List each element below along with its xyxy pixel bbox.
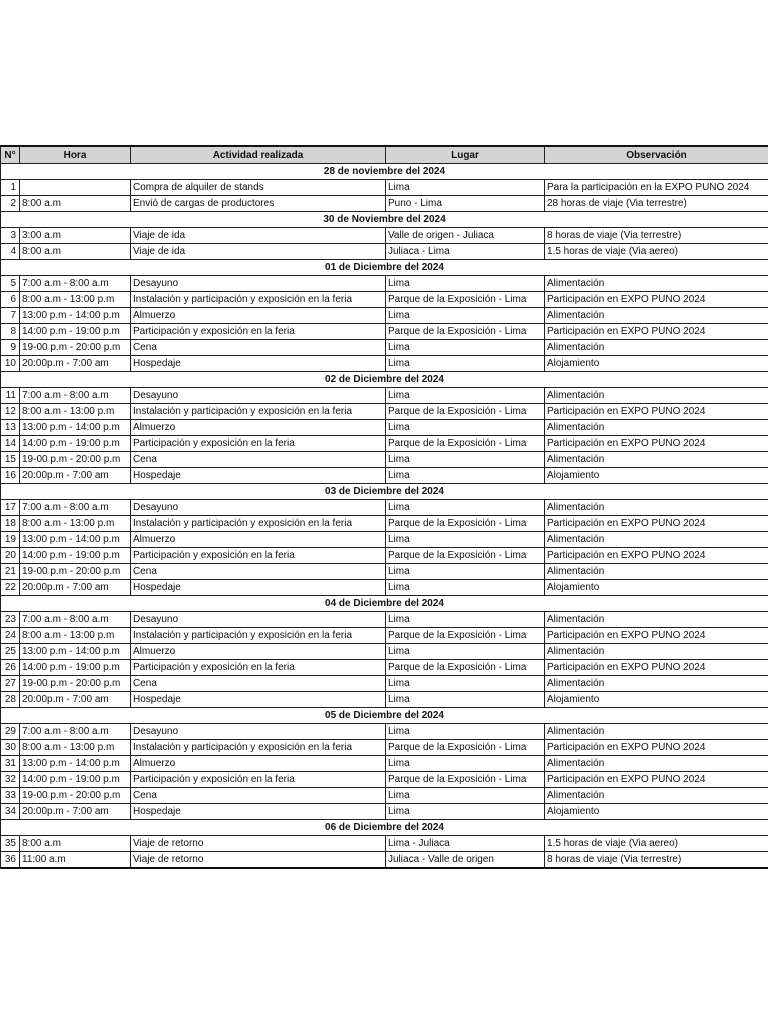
cell-number: 10 (1, 356, 20, 372)
cell-observation: Alimentación (545, 452, 768, 468)
table-row (1, 548, 768, 564)
cell-observation: Alimentación (545, 676, 768, 692)
cell-place: Juliaca - Valle de origen (386, 852, 545, 869)
table-row (1, 500, 768, 516)
cell-time: 13:00 p.m - 14:00 p.m (20, 644, 131, 660)
table-row (1, 276, 768, 292)
cell-observation: Alimentación (545, 276, 768, 292)
cell-activity: Participación y exposición en la feria (131, 660, 386, 676)
cell-observation: Participación en EXPO PUNO 2024 (545, 292, 768, 308)
cell-number: 4 (1, 244, 20, 260)
cell-time: 19-00 p.m - 20:00 p.m (20, 452, 131, 468)
cell-activity: Instalación y participación y exposición en la feria (131, 292, 386, 308)
table-row (1, 564, 768, 580)
table-row (1, 404, 768, 420)
cell-time: 20:00p.m - 7:00 am (20, 804, 131, 820)
cell-observation: Participación en EXPO PUNO 2024 (545, 628, 768, 644)
cell-observation: Alojamiento (545, 804, 768, 820)
cell-number: 19 (1, 532, 20, 548)
cell-place: Lima (386, 788, 545, 804)
cell-activity: Desayuno (131, 612, 386, 628)
cell-observation: Alojamiento (545, 692, 768, 708)
cell-place: Parque de la Exposición - Lima (386, 404, 545, 420)
cell-number: 23 (1, 612, 20, 628)
cell-activity: Viaje de ida (131, 244, 386, 260)
cell-time: 14:00 p.m - 19:00 p.m (20, 436, 131, 452)
cell-observation: Alimentación (545, 340, 768, 356)
cell-activity: Desayuno (131, 500, 386, 516)
table-row (1, 692, 768, 708)
cell-time: 19-00 p.m - 20:00 p.m (20, 340, 131, 356)
cell-activity: Hospedaje (131, 692, 386, 708)
cell-activity: Viaje de retorno (131, 836, 386, 852)
itinerary-sheet (0, 145, 768, 869)
date-heading: 30 de Noviembre del 2024 (1, 212, 768, 228)
cell-observation: Alimentación (545, 788, 768, 804)
cell-time: 19-00 p.m - 20:00 p.m (20, 564, 131, 580)
date-header-row (1, 596, 768, 612)
cell-number: 2 (1, 196, 20, 212)
date-header-row (1, 820, 768, 836)
cell-place: Lima (386, 388, 545, 404)
date-header-row (1, 708, 768, 724)
table-row (1, 516, 768, 532)
cell-number: 31 (1, 756, 20, 772)
cell-time: 8:00 a.m - 13:00 p.m (20, 628, 131, 644)
cell-time: 13:00 p.m - 14:00 p.m (20, 756, 131, 772)
cell-observation: Para la participación en la EXPO PUNO 2024 (545, 180, 768, 196)
cell-time: 19-00 p.m - 20:00 p.m (20, 676, 131, 692)
cell-place: Parque de la Exposición - Lima (386, 740, 545, 756)
cell-number: 26 (1, 660, 20, 676)
cell-place: Lima (386, 692, 545, 708)
cell-activity: Participación y exposición en la feria (131, 772, 386, 788)
cell-place: Parque de la Exposición - Lima (386, 548, 545, 564)
cell-activity: Compra de alquiler de stands (131, 180, 386, 196)
cell-activity: Desayuno (131, 724, 386, 740)
cell-place: Lima (386, 644, 545, 660)
cell-time: 7:00 a.m - 8:00 a.m (20, 388, 131, 404)
cell-number: 9 (1, 340, 20, 356)
cell-observation: Alojamiento (545, 356, 768, 372)
table-row (1, 468, 768, 484)
date-heading: 05 de Diciembre del 2024 (1, 708, 768, 724)
cell-activity: Cena (131, 564, 386, 580)
cell-number: 3 (1, 228, 20, 244)
header-place: Lugar (386, 146, 545, 164)
cell-time: 8:00 a.m (20, 196, 131, 212)
cell-observation: Participación en EXPO PUNO 2024 (545, 436, 768, 452)
date-heading: 02 de Diciembre del 2024 (1, 372, 768, 388)
cell-observation: Participación en EXPO PUNO 2024 (545, 772, 768, 788)
cell-number: 25 (1, 644, 20, 660)
cell-time: 14:00 p.m - 19:00 p.m (20, 548, 131, 564)
cell-observation: Alimentación (545, 564, 768, 580)
cell-place: Parque de la Exposición - Lima (386, 292, 545, 308)
table-row (1, 388, 768, 404)
cell-place: Lima (386, 532, 545, 548)
cell-time: 7:00 a.m - 8:00 a.m (20, 724, 131, 740)
date-header-row (1, 484, 768, 500)
table-row (1, 756, 768, 772)
cell-time (20, 180, 131, 196)
cell-number: 28 (1, 692, 20, 708)
cell-activity: Almuerzo (131, 756, 386, 772)
table-row (1, 420, 768, 436)
cell-observation: Alimentación (545, 724, 768, 740)
cell-place: Lima (386, 756, 545, 772)
cell-place: Lima (386, 724, 545, 740)
date-heading: 01 de Diciembre del 2024 (1, 260, 768, 276)
table-row (1, 740, 768, 756)
cell-time: 20:00p.m - 7:00 am (20, 468, 131, 484)
date-header-row (1, 164, 768, 180)
cell-activity: Envió de cargas de productores (131, 196, 386, 212)
cell-time: 14:00 p.m - 19:00 p.m (20, 660, 131, 676)
cell-activity: Almuerzo (131, 420, 386, 436)
cell-number: 14 (1, 436, 20, 452)
cell-observation: Alimentación (545, 420, 768, 436)
cell-time: 14:00 p.m - 19:00 p.m (20, 772, 131, 788)
cell-time: 8:00 a.m - 13:00 p.m (20, 292, 131, 308)
cell-place: Parque de la Exposición - Lima (386, 660, 545, 676)
table-row (1, 324, 768, 340)
cell-number: 18 (1, 516, 20, 532)
cell-place: Lima (386, 340, 545, 356)
cell-place: Lima (386, 580, 545, 596)
table-row (1, 660, 768, 676)
cell-time: 20:00p.m - 7:00 am (20, 692, 131, 708)
date-heading: 03 de Diciembre del 2024 (1, 484, 768, 500)
cell-activity: Hospedaje (131, 468, 386, 484)
cell-number: 32 (1, 772, 20, 788)
cell-place: Valle de origen - Juliaca (386, 228, 545, 244)
table-row (1, 340, 768, 356)
cell-activity: Almuerzo (131, 308, 386, 324)
table-row (1, 180, 768, 196)
cell-activity: Almuerzo (131, 644, 386, 660)
table-row (1, 356, 768, 372)
cell-time: 8:00 a.m - 13:00 p.m (20, 516, 131, 532)
table-row (1, 772, 768, 788)
cell-observation: Participación en EXPO PUNO 2024 (545, 324, 768, 340)
date-header-row (1, 372, 768, 388)
cell-number: 6 (1, 292, 20, 308)
cell-time: 13:00 p.m - 14:00 p.m (20, 420, 131, 436)
table-row (1, 612, 768, 628)
table-row (1, 196, 768, 212)
cell-time: 8:00 a.m (20, 836, 131, 852)
cell-observation: Participación en EXPO PUNO 2024 (545, 660, 768, 676)
cell-number: 27 (1, 676, 20, 692)
cell-observation: Alimentación (545, 388, 768, 404)
cell-activity: Viaje de ida (131, 228, 386, 244)
cell-activity: Instalación y participación y exposición en la feria (131, 740, 386, 756)
cell-number: 15 (1, 452, 20, 468)
cell-activity: Cena (131, 452, 386, 468)
itinerary-table (0, 145, 768, 869)
cell-observation: 1.5 horas de viaje (Via aereo) (545, 836, 768, 852)
table-row (1, 244, 768, 260)
cell-time: 7:00 a.m - 8:00 a.m (20, 500, 131, 516)
header-row (1, 146, 768, 164)
cell-observation: Alimentación (545, 500, 768, 516)
header-activity: Actividad realizada (131, 146, 386, 164)
table-body (1, 164, 768, 869)
cell-time: 14:00 p.m - 19:00 p.m (20, 324, 131, 340)
table-row (1, 532, 768, 548)
cell-number: 17 (1, 500, 20, 516)
header-observation: Observación (545, 146, 768, 164)
cell-number: 5 (1, 276, 20, 292)
cell-observation: Participación en EXPO PUNO 2024 (545, 740, 768, 756)
cell-time: 8:00 a.m - 13:00 p.m (20, 740, 131, 756)
table-row (1, 228, 768, 244)
cell-place: Lima (386, 468, 545, 484)
cell-activity: Hospedaje (131, 804, 386, 820)
cell-activity: Hospedaje (131, 580, 386, 596)
header-number: N° (1, 146, 20, 164)
date-header-row (1, 212, 768, 228)
cell-activity: Participación y exposición en la feria (131, 436, 386, 452)
cell-place: Lima (386, 180, 545, 196)
cell-number: 33 (1, 788, 20, 804)
cell-number: 20 (1, 548, 20, 564)
date-heading: 04 de Diciembre del 2024 (1, 596, 768, 612)
cell-place: Parque de la Exposición - Lima (386, 324, 545, 340)
cell-number: 8 (1, 324, 20, 340)
cell-observation: Participación en EXPO PUNO 2024 (545, 548, 768, 564)
cell-activity: Participación y exposición en la feria (131, 324, 386, 340)
table-row (1, 628, 768, 644)
table-row (1, 724, 768, 740)
cell-time: 19-00 p.m - 20:00 p.m (20, 788, 131, 804)
cell-observation: Participación en EXPO PUNO 2024 (545, 516, 768, 532)
cell-place: Lima (386, 308, 545, 324)
cell-observation: 28 horas de viaje (Via terrestre) (545, 196, 768, 212)
cell-observation: Alimentación (545, 612, 768, 628)
cell-place: Parque de la Exposición - Lima (386, 628, 545, 644)
cell-place: Lima (386, 276, 545, 292)
cell-activity: Instalación y participación y exposición en la feria (131, 628, 386, 644)
cell-place: Lima (386, 420, 545, 436)
cell-place: Parque de la Exposición - Lima (386, 436, 545, 452)
cell-time: 20:00p.m - 7:00 am (20, 356, 131, 372)
table-row (1, 788, 768, 804)
cell-time: 7:00 a.m - 8:00 a.m (20, 276, 131, 292)
table-row (1, 292, 768, 308)
cell-observation: Alimentación (545, 532, 768, 548)
cell-activity: Instalación y participación y exposición en la feria (131, 404, 386, 420)
cell-number: 13 (1, 420, 20, 436)
cell-time: 3:00 a.m (20, 228, 131, 244)
cell-activity: Hospedaje (131, 356, 386, 372)
cell-number: 22 (1, 580, 20, 596)
cell-number: 16 (1, 468, 20, 484)
cell-number: 34 (1, 804, 20, 820)
cell-time: 7:00 a.m - 8:00 a.m (20, 612, 131, 628)
cell-observation: 8 horas de viaje (Via terrestre) (545, 852, 768, 869)
cell-place: Lima - Juliaca (386, 836, 545, 852)
cell-observation: 1.5 horas de viaje (Via aereo) (545, 244, 768, 260)
cell-number: 1 (1, 180, 20, 196)
cell-number: 35 (1, 836, 20, 852)
header-time: Hora (20, 146, 131, 164)
cell-place: Lima (386, 564, 545, 580)
cell-place: Lima (386, 500, 545, 516)
cell-observation: Participación en EXPO PUNO 2024 (545, 404, 768, 420)
cell-time: 13:00 p.m - 14:00 p.m (20, 308, 131, 324)
cell-observation: 8 horas de viaje (Via terrestre) (545, 228, 768, 244)
date-heading: 06 de Diciembre del 2024 (1, 820, 768, 836)
cell-activity: Participación y exposición en la feria (131, 548, 386, 564)
cell-time: 11:00 a.m (20, 852, 131, 869)
cell-place: Puno - Lima (386, 196, 545, 212)
cell-activity: Cena (131, 788, 386, 804)
cell-number: 12 (1, 404, 20, 420)
table-row (1, 452, 768, 468)
cell-time: 8:00 a.m (20, 244, 131, 260)
table-row (1, 804, 768, 820)
cell-place: Lima (386, 356, 545, 372)
date-heading: 28 de noviembre del 2024 (1, 164, 768, 180)
cell-place: Lima (386, 676, 545, 692)
table-row (1, 836, 768, 852)
cell-observation: Alimentación (545, 756, 768, 772)
cell-activity: Desayuno (131, 388, 386, 404)
cell-activity: Almuerzo (131, 532, 386, 548)
cell-number: 21 (1, 564, 20, 580)
table-row (1, 308, 768, 324)
cell-observation: Alimentación (545, 308, 768, 324)
cell-time: 8:00 a.m - 13:00 p.m (20, 404, 131, 420)
cell-number: 7 (1, 308, 20, 324)
cell-time: 20:00p.m - 7:00 am (20, 580, 131, 596)
cell-activity: Cena (131, 676, 386, 692)
cell-place: Lima (386, 804, 545, 820)
cell-number: 29 (1, 724, 20, 740)
cell-place: Lima (386, 612, 545, 628)
cell-number: 36 (1, 852, 20, 869)
cell-time: 13:00 p.m - 14:00 p.m (20, 532, 131, 548)
table-row (1, 852, 768, 869)
table-row (1, 580, 768, 596)
cell-observation: Alojamiento (545, 580, 768, 596)
cell-activity: Desayuno (131, 276, 386, 292)
date-header-row (1, 260, 768, 276)
cell-place: Lima (386, 452, 545, 468)
cell-number: 30 (1, 740, 20, 756)
table-row (1, 644, 768, 660)
cell-number: 24 (1, 628, 20, 644)
cell-activity: Instalación y participación y exposición en la feria (131, 516, 386, 532)
cell-place: Parque de la Exposición - Lima (386, 772, 545, 788)
table-row (1, 436, 768, 452)
cell-activity: Viaje de retorno (131, 852, 386, 869)
cell-number: 11 (1, 388, 20, 404)
cell-place: Parque de la Exposición - Lima (386, 516, 545, 532)
cell-observation: Alojamiento (545, 468, 768, 484)
cell-activity: Cena (131, 340, 386, 356)
cell-place: Juliaca - Lima (386, 244, 545, 260)
table-row (1, 676, 768, 692)
cell-observation: Alimentación (545, 644, 768, 660)
